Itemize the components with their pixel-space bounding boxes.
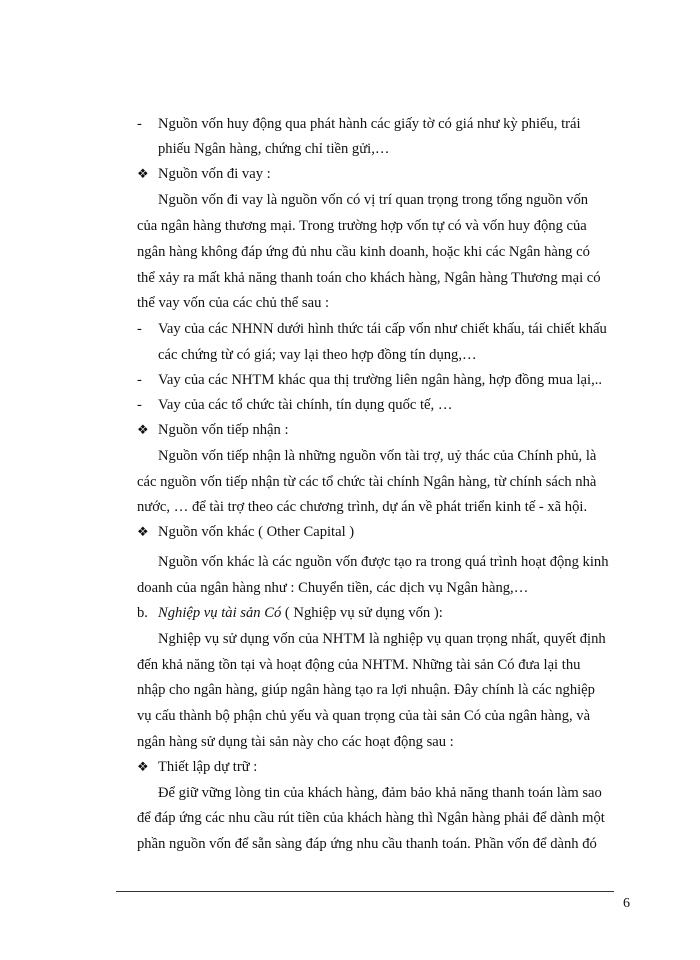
text-line: thể xảy ra mất khả năng thanh toán cho khách hàng, Ngân hàng Thương mại có bbox=[137, 270, 601, 286]
text-line: Nguồn vốn huy động qua phát hành các giấy tờ có giá như kỳ phiếu, trái bbox=[158, 116, 581, 132]
text-line: nước, … để tài trợ theo các chương trình, dự án về phát triển kinh tế - xã hội. bbox=[137, 499, 588, 515]
section-heading: Thiết lập dự trữ : bbox=[158, 759, 258, 775]
text-line: thể vay vốn của các chủ thể sau : bbox=[137, 295, 330, 311]
text-line: Vay của các tổ chức tài chính, tín dụng quốc tế, … bbox=[158, 397, 453, 413]
text-line: đến khả năng tồn tại và hoạt động của NHTM. Những tài sản Có đưa lại thu bbox=[137, 657, 581, 673]
section-label: b. bbox=[137, 605, 148, 621]
page-number: 6 bbox=[623, 896, 630, 911]
section-b-title: Nghiệp vụ tài sản Có bbox=[158, 605, 282, 621]
text-line: của ngân hàng thương mại. Trong trường hợp vốn tự có và vốn huy động của bbox=[137, 218, 587, 234]
footer-rule bbox=[116, 891, 614, 892]
text-line: Nguồn vốn tiếp nhận là những nguồn vốn tài trợ, uỷ thác của Chính phủ, là bbox=[158, 448, 597, 464]
text-line: Nghiệp vụ sử dụng vốn của NHTM là nghiệp vụ quan trọng nhất, quyết định bbox=[158, 631, 606, 647]
text-line: để đáp ứng các nhu cầu rút tiền của khách hàng thì Ngân hàng phải để dành một bbox=[137, 810, 605, 826]
section-heading: Nguồn vốn khác ( Other Capital ) bbox=[158, 524, 355, 540]
section-heading: Nguồn vốn tiếp nhận : bbox=[158, 422, 289, 438]
text-line: phần nguồn vốn để sẵn sàng đáp ứng nhu cầu thanh toán. Phần vốn để dành đó bbox=[137, 836, 597, 852]
text-line: nhập cho ngân hàng, giúp ngân hàng tạo ra lợi nhuận. Đây chính là các nghiệp bbox=[137, 682, 595, 698]
text-line: Vay của các NHTM khác qua thị trường liên ngân hàng, hợp đồng mua lại,.. bbox=[158, 372, 603, 388]
text-line: các nguồn vốn tiếp nhận từ các tổ chức tài chính Ngân hàng, từ chính sách nhà bbox=[137, 474, 597, 490]
dash-marker: - bbox=[137, 321, 142, 337]
dash-marker: - bbox=[137, 397, 142, 413]
diamond-bullet-icon: ❖ bbox=[137, 166, 149, 181]
section-b-subtitle: ( Nghiệp vụ sử dụng vốn ): bbox=[281, 605, 443, 621]
text-line: Vay của các NHNN dưới hình thức tái cấp vốn như chiết khấu, tái chiết khấu bbox=[158, 321, 607, 337]
text-line: ngân hàng sử dụng tài sản này cho các hoạt động sau : bbox=[137, 734, 454, 750]
text-line: các chứng từ có giá; vay lại theo hợp đồng tín dụng,… bbox=[158, 347, 477, 363]
section-b-heading bbox=[158, 604, 443, 622]
text-line: doanh của ngân hàng như : Chuyển tiền, các dịch vụ Ngân hàng,… bbox=[137, 580, 529, 596]
text-line: vụ cấu thành bộ phận chủ yếu và quan trọng của tài sản Có của ngân hàng, và bbox=[137, 708, 591, 724]
dash-marker: - bbox=[137, 116, 142, 132]
text-line: Nguồn vốn khác là các nguồn vốn được tạo ra trong quá trình hoạt động kinh bbox=[158, 554, 609, 570]
text-line: phiếu Ngân hàng, chứng chỉ tiền gửi,… bbox=[158, 141, 390, 157]
diamond-bullet-icon: ❖ bbox=[137, 422, 149, 437]
text-line: Để giữ vững lòng tin của khách hàng, đảm bảo khả năng thanh toán làm sao bbox=[158, 785, 602, 801]
diamond-bullet-icon: ❖ bbox=[137, 759, 149, 774]
section-heading: Nguồn vốn đi vay : bbox=[158, 166, 271, 182]
text-line: ngân hàng không đáp ứng đủ nhu cầu kinh doanh, hoặc khi các Ngân hàng có bbox=[137, 244, 590, 260]
dash-marker: - bbox=[137, 372, 142, 388]
text-line: Nguồn vốn đi vay là nguồn vốn có vị trí quan trọng trong tổng nguồn vốn bbox=[158, 192, 589, 208]
diamond-bullet-icon: ❖ bbox=[137, 524, 149, 539]
